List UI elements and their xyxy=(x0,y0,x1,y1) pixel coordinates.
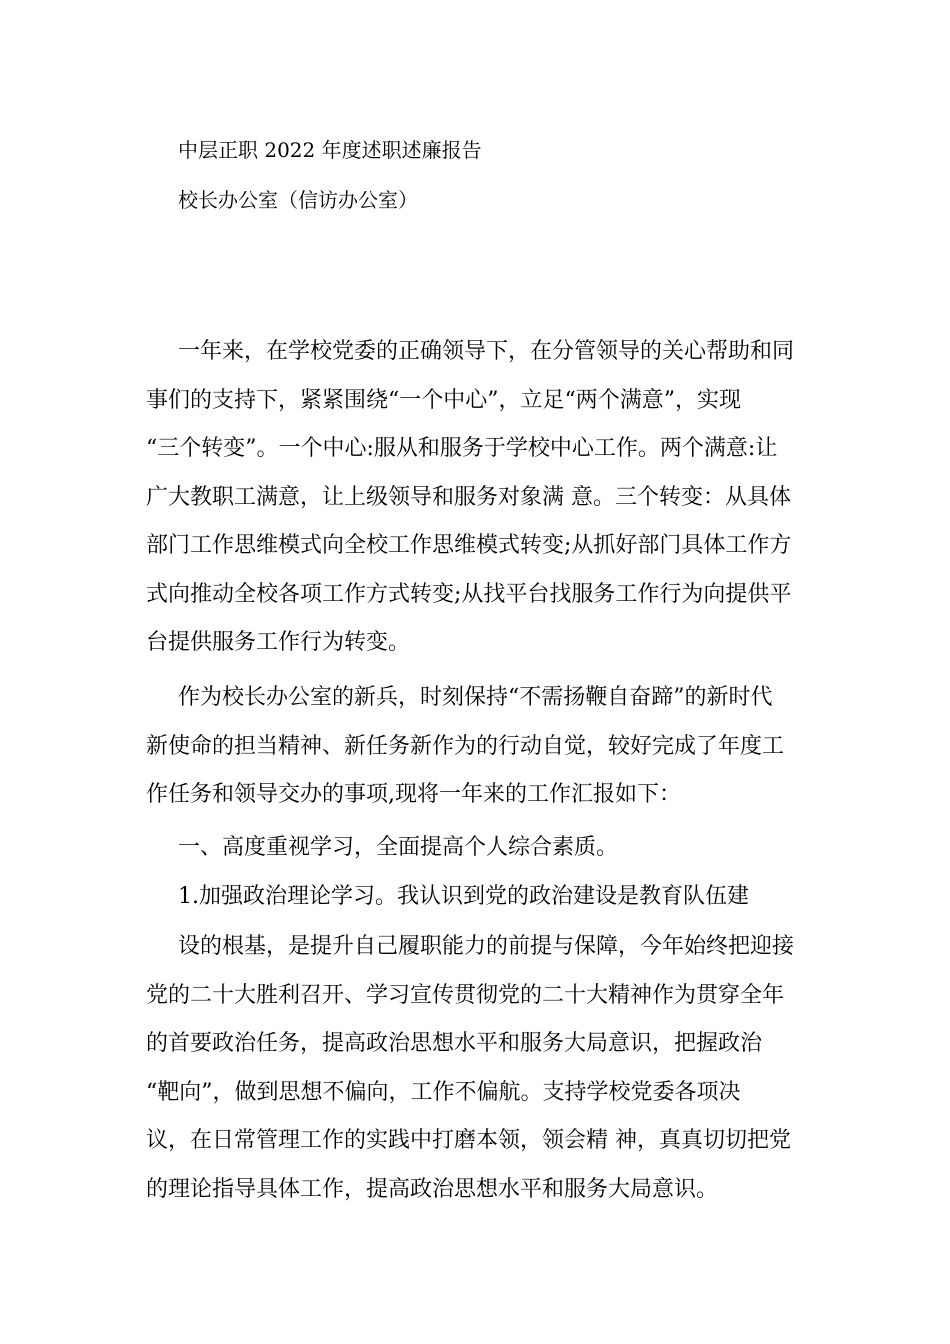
paragraph-2 xyxy=(146,674,806,820)
paragraph-line: 式向推动全校各项工作方式转变;从找平台找服务工作行为向提供平 xyxy=(146,581,792,607)
paragraph-line: 作为校长办公室的新兵，时刻保持“不需扬鞭自奋蹄”的新时代 xyxy=(178,685,773,710)
paragraph-line: 台提供服务工作行为转变。 xyxy=(146,630,411,655)
paragraph-line: 作任务和领导交办的事项,现将一年来的工作汇报如下： xyxy=(146,782,681,807)
document-title: 中层正职 2022 年度述职述廉报告 xyxy=(178,138,482,162)
list-item-heading xyxy=(146,873,806,922)
section-heading-text: 一、高度重视学习，全面提高个人综合素质。 xyxy=(178,835,619,860)
paragraph-line: 议，在日常管理工作的实践中打磨本领，领会精 神，真真切切把党 xyxy=(146,1128,791,1153)
paragraph-1 xyxy=(146,328,806,668)
paragraph-line: 的理论指导具体工作，提高政治思想水平和服务大局意识。 xyxy=(146,1176,719,1202)
paragraph-line: 一年来，在学校党委的正确领导下，在分管领导的关心帮助和同 xyxy=(178,339,795,364)
paragraph-line: 事们的支持下，紧紧围绕“一个中心”，立足“两个满意”，实现 xyxy=(146,387,741,413)
paragraph-3 xyxy=(146,923,806,1214)
paragraph-line: 广大教职工满意，让上级领导和服务对象满 意。三个转变：从具体 xyxy=(146,484,791,510)
document-subtitle: 校长办公室（信访办公室） xyxy=(178,188,418,212)
paragraph-line: “靶向”，做到思想不偏向，工作不偏航。支持学校党委各项决 xyxy=(146,1079,741,1105)
paragraph-line: “三个转变”。一个中心:服从和服务于学校中心工作。两个满意:让 xyxy=(146,436,778,461)
section-heading xyxy=(146,824,806,873)
paragraph-line: 党的二十大胜利召开、学习宣传贯彻党的二十大精神作为贯穿全年 xyxy=(146,982,785,1008)
paragraph-line: 部门工作思维模式向全校工作思维模式转变;从抓好部门具体工作方 xyxy=(146,533,792,558)
paragraph-line: 设的根基，是提升自己履职能力的前提与保障，今年始终把迎接 xyxy=(178,934,795,959)
list-item-text: 1.加强政治理论学习。我认识到党的政治建设是教育队伍建 xyxy=(178,884,749,909)
paragraph-line: 新使命的担当精神、新任务新作为的行动自觉，较好完成了年度工 xyxy=(146,733,785,759)
paragraph-line: 的首要政治任务，提高政治思想水平和服务大局意识，把握政治 xyxy=(146,1031,763,1056)
